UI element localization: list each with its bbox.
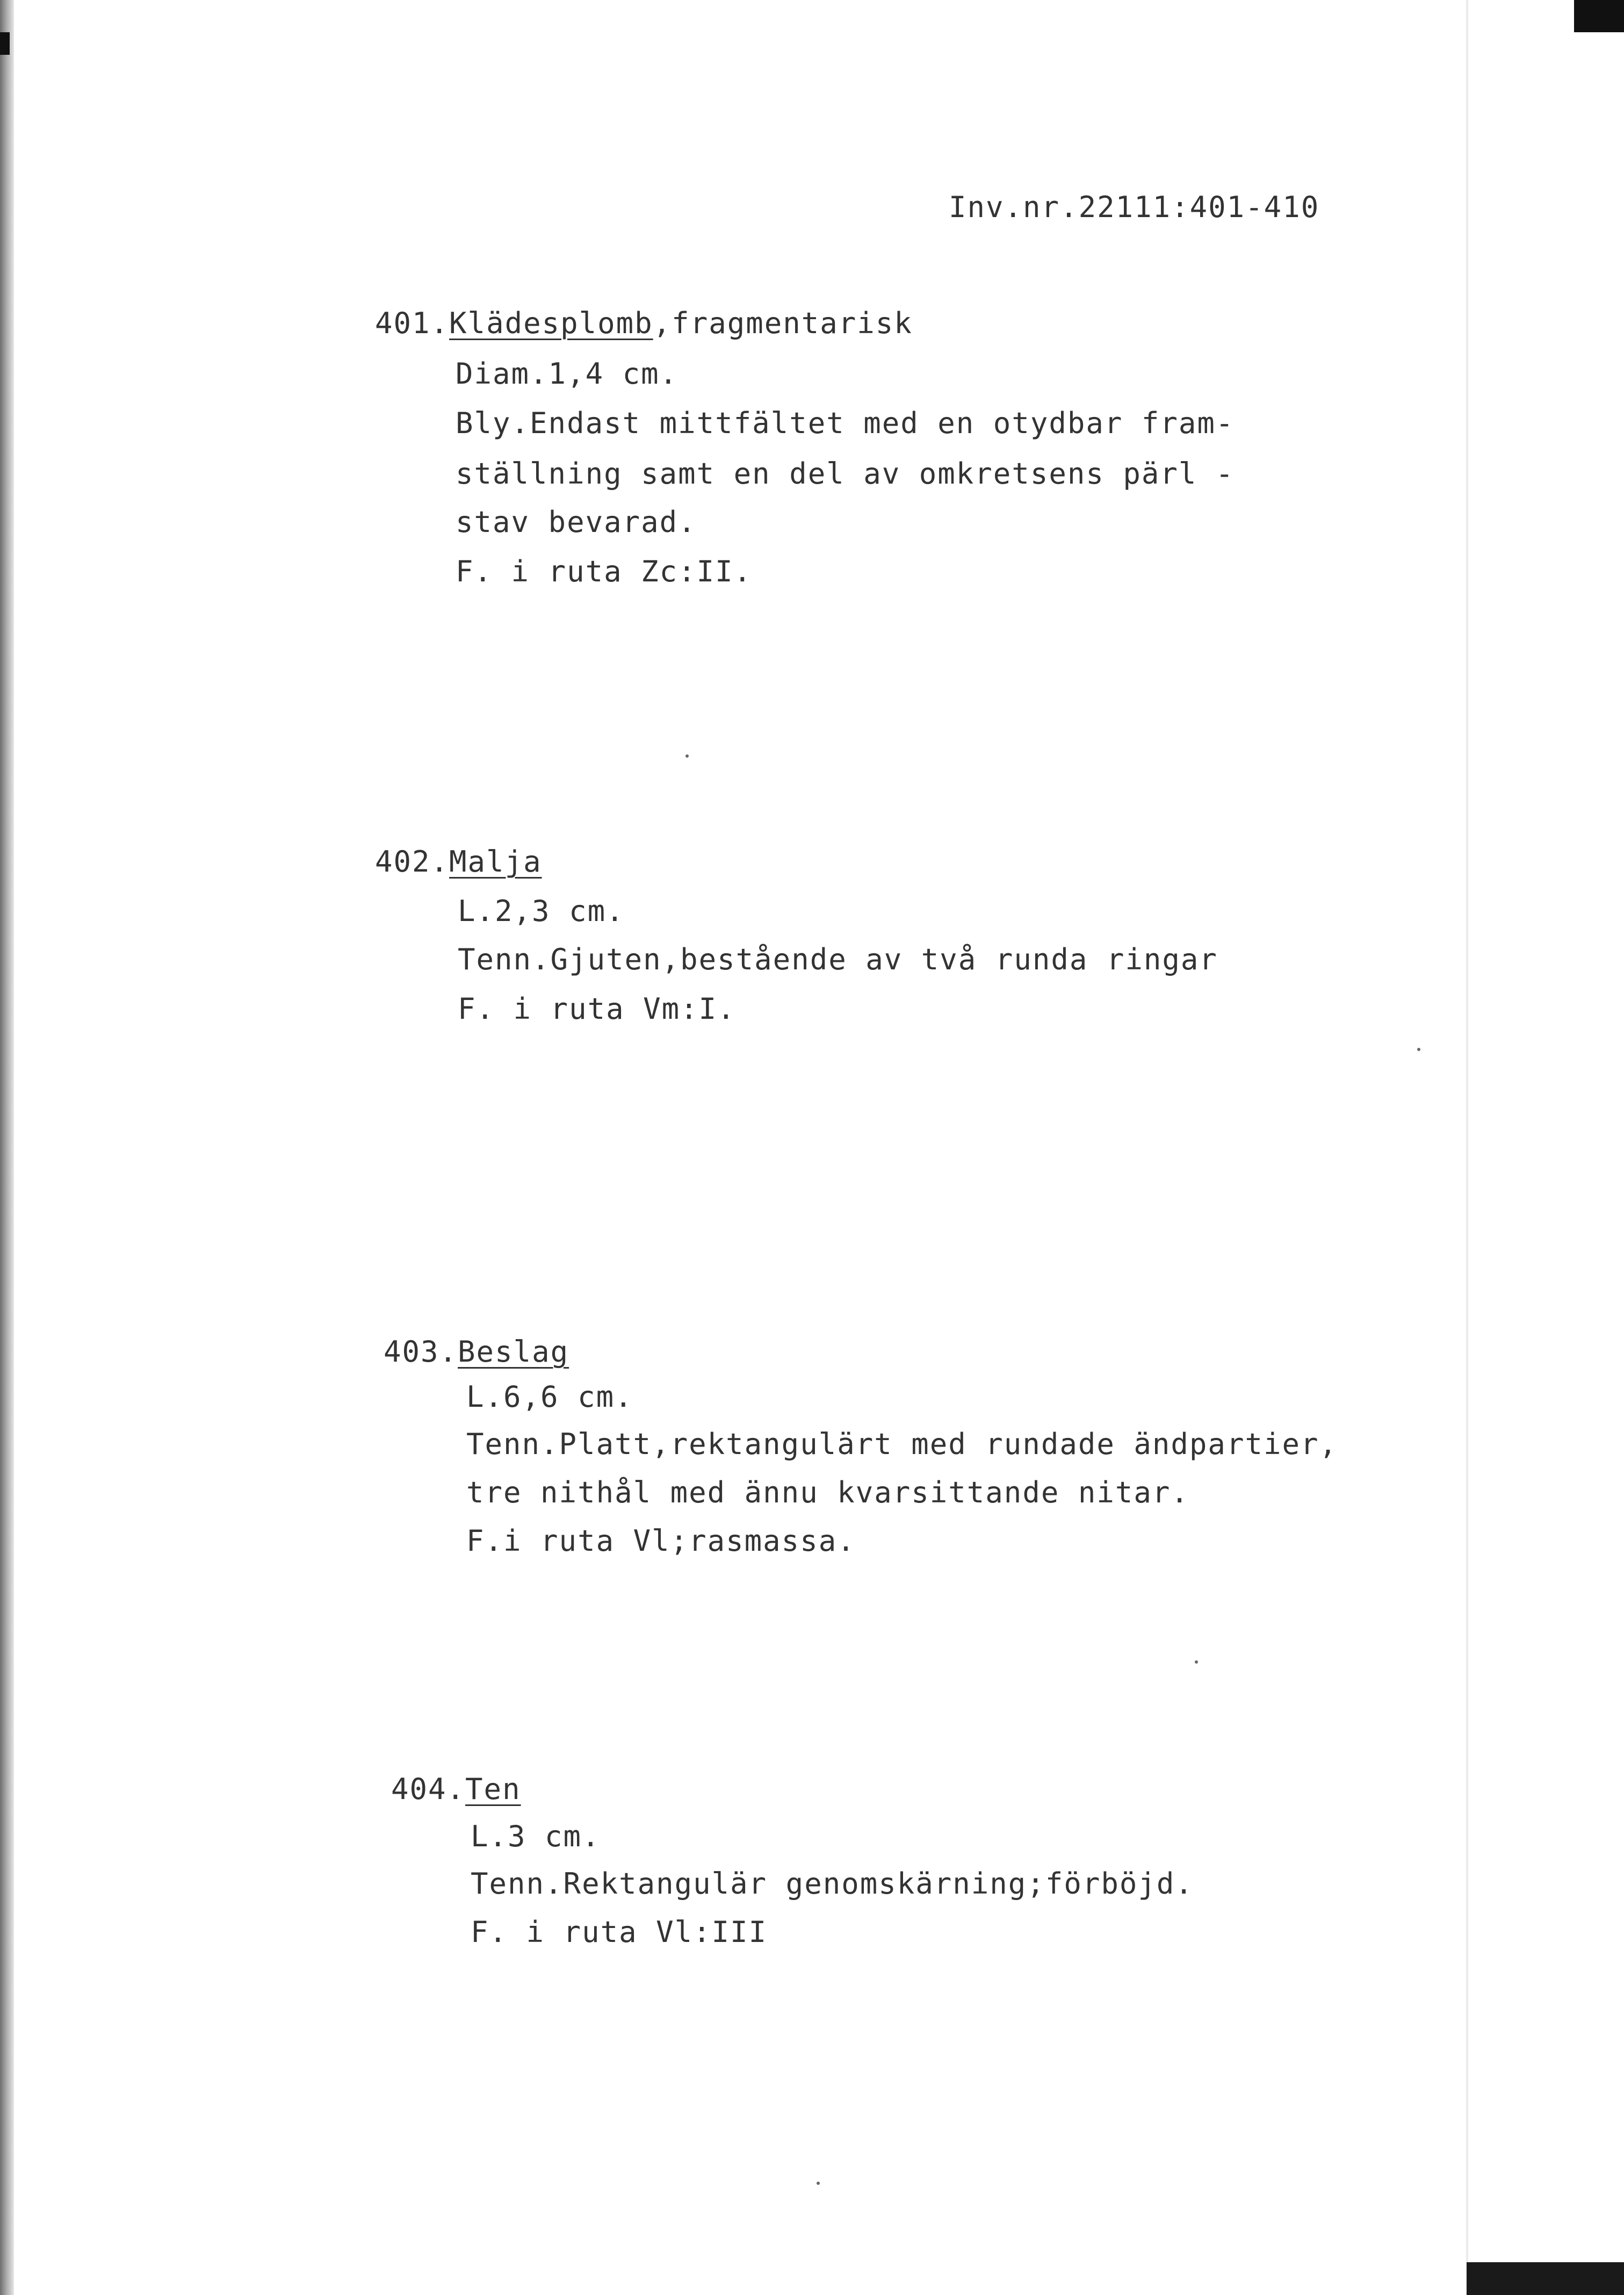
scan-speck: [1195, 1660, 1198, 1664]
entry-line: L.2,3 cm.: [458, 894, 625, 928]
scan-page-edge: [1466, 0, 1469, 2295]
entry-line: Tenn.Platt,rektangulärt med rundade ändpartier,: [466, 1427, 1338, 1461]
entry-line: L.6,6 cm.: [466, 1380, 633, 1414]
scan-edge-mark: [0, 32, 10, 55]
entry-title-suffix: ,fragmentarisk: [653, 306, 913, 340]
entry-number: 403.: [384, 1335, 458, 1369]
entry-line: Tenn.Gjuten,bestående av två runda ringar: [458, 943, 1218, 976]
entry-heading-404: [391, 1773, 521, 1805]
entry-line: Bly.Endast mittfältet med en otydbar fram-: [456, 406, 1235, 440]
entry-title: Ten: [465, 1772, 521, 1806]
entry-line: Diam.1,4 cm.: [456, 357, 679, 391]
entry-heading-403: [384, 1336, 569, 1368]
scan-speck: [685, 754, 689, 758]
entry-line: ställning samt en del av omkretsens pärl -: [456, 457, 1235, 491]
entry-line: stav bevarad.: [456, 505, 697, 539]
entry-title: Klädesplomb: [449, 306, 653, 340]
entry-line: F. i ruta Vm:I.: [458, 992, 736, 1026]
entry-number: 401.: [375, 306, 450, 340]
scan-speck: [1417, 1048, 1420, 1051]
entry-line: F.i ruta Vl;rasmassa.: [466, 1524, 856, 1558]
entry-line: Tenn.Rektangulär genomskärning;förböjd.: [471, 1867, 1194, 1901]
entry-number: 404.: [391, 1772, 466, 1806]
entry-heading-401: [375, 307, 913, 340]
scan-bottom-shadow: [1467, 2262, 1624, 2295]
entry-number: 402.: [375, 845, 450, 879]
entry-heading-402: [375, 846, 542, 878]
scan-corner-shadow: [1574, 0, 1624, 32]
entry-title: Beslag: [458, 1335, 569, 1369]
entry-title: Malja: [449, 845, 542, 879]
entry-line: F. i ruta Vl:III: [471, 1915, 768, 1949]
scan-binding-edge: [0, 0, 14, 2295]
entry-line: F. i ruta Zc:II.: [456, 555, 753, 588]
entry-line: tre nithål med ännu kvarsittande nitar.: [466, 1476, 1189, 1509]
scan-speck: [817, 2182, 820, 2185]
inventory-number: Inv.nr.22111:401-410: [949, 190, 1320, 224]
entry-line: L.3 cm.: [471, 1819, 601, 1853]
